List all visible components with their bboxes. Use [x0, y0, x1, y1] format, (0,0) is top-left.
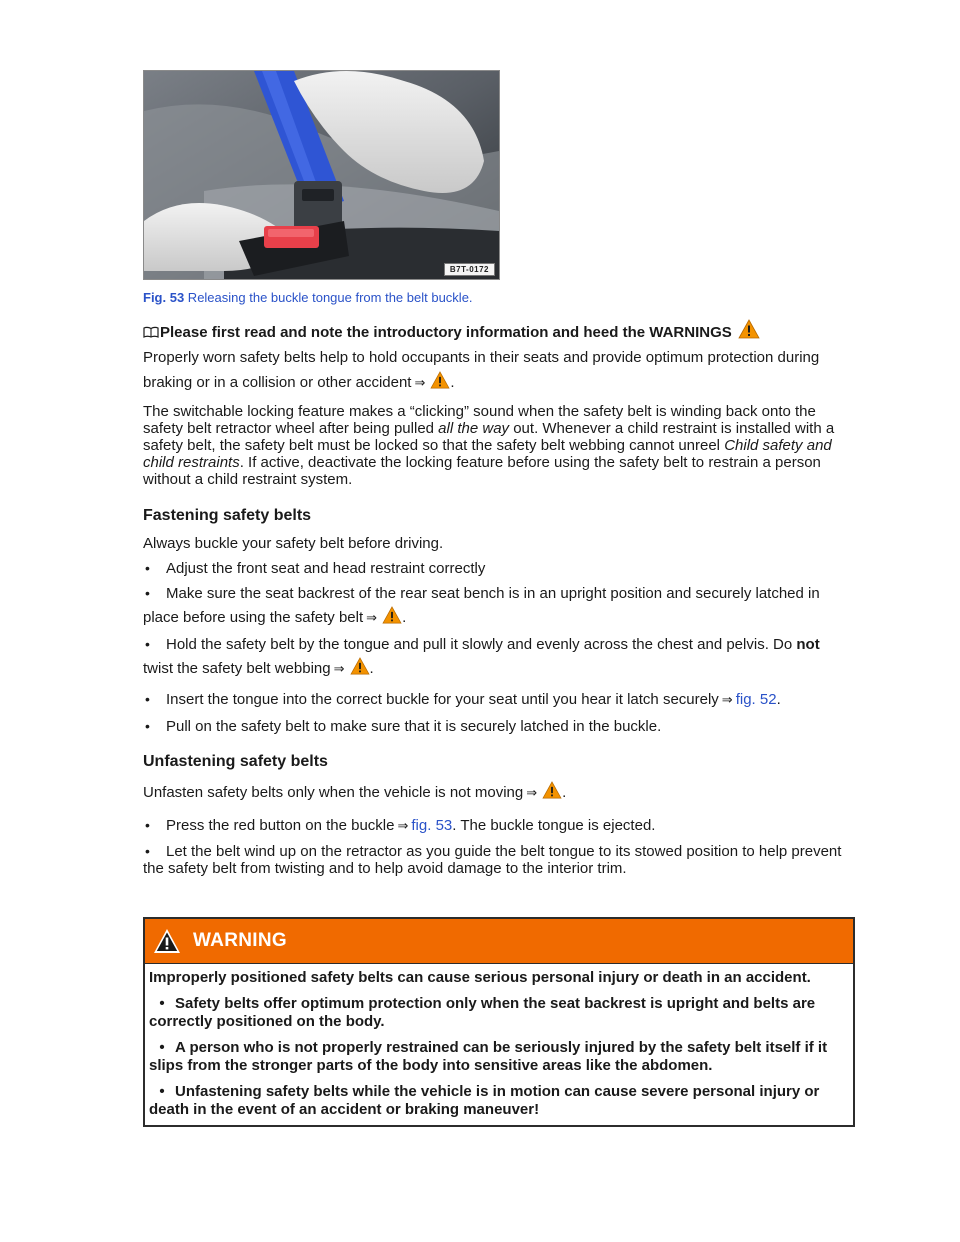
warning-triangle-icon[interactable] — [542, 781, 562, 799]
list-item-end: . — [369, 660, 374, 677]
warning-triangle-icon[interactable] — [430, 371, 450, 389]
warning-body — [145, 969, 853, 1125]
bullet-icon: • — [145, 843, 150, 859]
bullet-icon: • — [145, 718, 150, 734]
heading-unfastening: Unfastening safety belts — [143, 753, 328, 770]
unfastening-intro-end: . — [562, 784, 567, 801]
emphasis-not: not — [796, 636, 820, 653]
list-item — [143, 718, 855, 735]
arrow-icon: ⇒ — [414, 376, 426, 391]
list-item-text: Make sure the seat backrest of the rear seat bench is in an upright position and securely latched in — [166, 585, 820, 602]
para1-end: . — [450, 374, 455, 391]
figure-number: Fig. 53 — [143, 290, 185, 305]
child-safety-reference[interactable]: Child safety and child restraints — [143, 437, 832, 471]
intro-note — [143, 319, 855, 345]
list-item-text: Insert the tongue into the correct buckle for your seat until you hear it latch securely — [166, 691, 719, 708]
arrow-icon: ⇒ — [366, 611, 378, 626]
list-item-text: twist the safety belt webbing — [143, 660, 331, 677]
buckle-illustration — [144, 71, 499, 279]
figure-id-label: B7T-0172 — [444, 263, 495, 276]
paragraph-protection-line2 — [143, 368, 855, 399]
warning-item-text: A person who is not properly restrained can be seriously injured by the safety belt itself if it slips from the stronger parts of the body into sensitive areas like the abdomen. — [149, 1039, 828, 1074]
unfastening-list — [143, 817, 855, 877]
para2-italic1: all the way — [438, 420, 510, 437]
list-item-rest: . The buckle tongue is ejected. — [452, 817, 656, 834]
heading-fastening: Fastening safety belts — [143, 507, 312, 524]
warning-triangle-icon[interactable] — [350, 657, 370, 675]
intro-text: Please first read and note the introductory information and heed the WARNINGS — [160, 324, 732, 341]
warning-item — [149, 1039, 849, 1075]
list-item — [143, 585, 855, 602]
warning-triangle-icon — [153, 928, 181, 954]
list-item — [143, 817, 855, 835]
warning-item-text: Safety belts offer optimum protection only when the seat backrest is upright and belts are correctly positioned on the body. — [149, 995, 816, 1030]
bullet-icon: • — [145, 691, 150, 707]
list-item — [143, 691, 855, 709]
list-item-continuation — [143, 654, 855, 685]
para2-b: out. Whenever a child restraint is installed with a safety belt, the safety belt must be locked so that the safety belt webbing cannot unreel — [143, 420, 835, 454]
fastening-intro: Always buckle your safety belt before driving. — [143, 535, 444, 552]
para2-a: The switchable locking feature makes a “clicking” sound when the safety belt is winding back onto the safety belt retractor wheel after being pulled — [143, 403, 816, 437]
bullet-icon: • — [145, 585, 150, 601]
figure-buckle-photo — [143, 70, 500, 280]
list-item-end: . — [402, 609, 407, 626]
bullet-icon: • — [145, 636, 150, 652]
warning-triangle-icon[interactable] — [738, 319, 760, 339]
list-item-continuation — [143, 603, 855, 634]
warning-item-text: Unfastening safety belts while the vehicle is in motion can cause severe personal injury or death in the event of an accident or braking maneuver! — [149, 1083, 820, 1118]
bullet-icon: • — [159, 1083, 165, 1100]
arrow-icon: ⇒ — [397, 819, 409, 834]
list-item-text: Let the belt wind up on the retractor as you guide the belt tongue to its stowed position to help prevent the safety belt from twisting and to help avoid damage to the interior trim. — [143, 843, 842, 877]
arrow-icon: ⇒ — [333, 662, 345, 677]
arrow-icon: ⇒ — [526, 786, 538, 801]
figure-caption-text: Releasing the buckle tongue from the belt buckle. — [184, 290, 473, 305]
para1-line2: braking or in a collision or other accident — [143, 374, 412, 391]
list-item — [143, 843, 855, 877]
list-item — [143, 560, 855, 577]
page-content — [143, 70, 855, 1127]
bullet-icon: • — [159, 995, 165, 1012]
list-item-text: Pull on the safety belt to make sure that it is securely latched in the buckle. — [166, 718, 662, 735]
warning-item — [149, 995, 849, 1031]
unfastening-intro-text: Unfasten safety belts only when the vehicle is not moving — [143, 784, 524, 801]
warning-box — [143, 917, 855, 1127]
warning-triangle-icon[interactable] — [382, 606, 402, 624]
figure-caption — [143, 289, 855, 307]
bullet-icon: • — [145, 560, 150, 576]
paragraph-protection — [143, 349, 855, 366]
list-item-text: place before using the safety belt — [143, 609, 364, 626]
book-icon — [143, 326, 159, 338]
bullet-icon: • — [159, 1039, 165, 1056]
fig-53-link[interactable]: fig. 53 — [411, 817, 453, 834]
para1-line1: Properly worn safety belts help to hold occupants in their seats and provide optimum protection during — [143, 349, 820, 366]
warning-lead: Improperly positioned safety belts can cause serious personal injury or death in an accident. — [149, 969, 811, 986]
list-item-text: Press the red button on the buckle — [166, 817, 395, 834]
fastening-list — [143, 560, 855, 735]
fig-52-link[interactable]: fig. 52 — [735, 691, 777, 708]
arrow-icon: ⇒ — [721, 693, 733, 708]
list-item-end: . — [776, 691, 781, 708]
unfastening-intro — [143, 778, 855, 809]
para2-c: . If active, deactivate the locking feature before using the safety belt to restrain a person without a child restraint system. — [143, 454, 821, 488]
list-item — [143, 636, 855, 653]
list-item-text: Adjust the front seat and head restraint correctly — [166, 560, 486, 577]
warning-item — [149, 1083, 849, 1119]
bullet-icon: • — [145, 817, 150, 833]
list-item-text: Hold the safety belt by the tongue and pull it slowly and evenly across the chest and pelvis. Do — [166, 636, 797, 653]
paragraph-locking — [143, 403, 855, 488]
warning-header — [145, 919, 853, 964]
warning-title: WARNING — [193, 930, 287, 951]
